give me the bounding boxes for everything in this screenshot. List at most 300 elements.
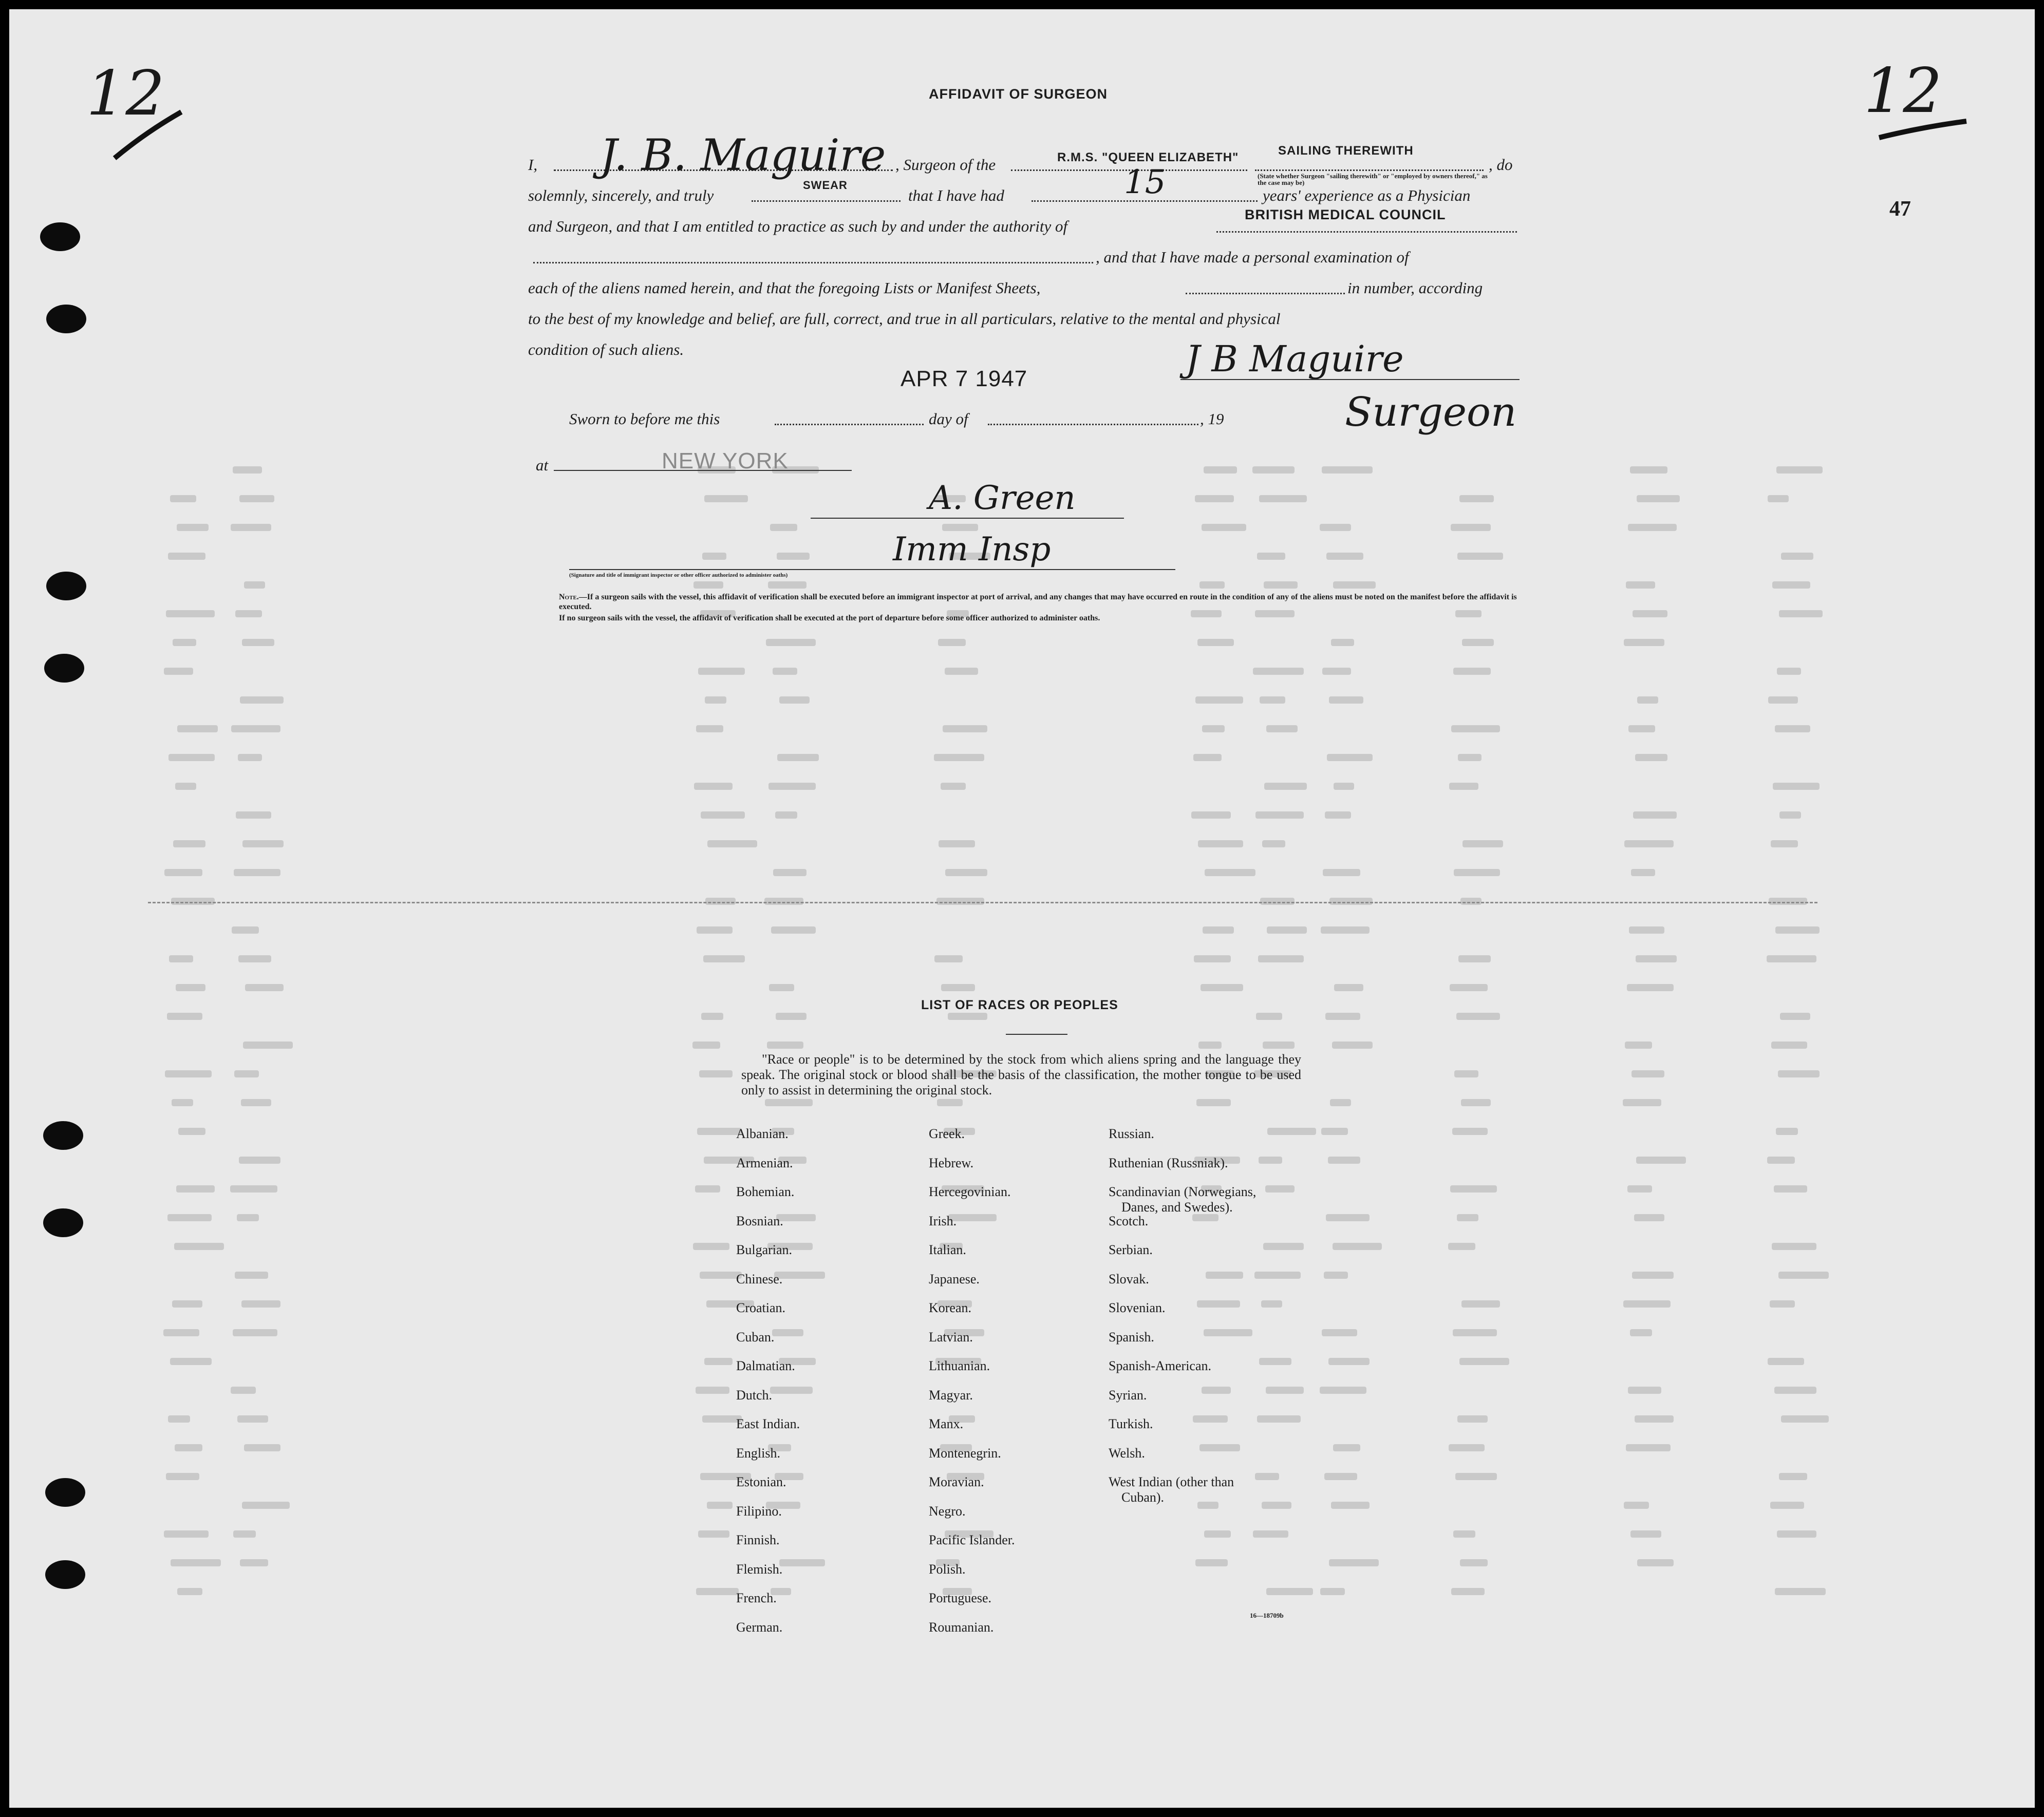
ghost-mark: [165, 1070, 212, 1077]
ghost-mark: [1626, 1444, 1671, 1451]
ghost-mark: [237, 1415, 268, 1423]
binder-hole: [43, 1208, 83, 1237]
ghost-mark: [697, 926, 733, 934]
binder-hole: [40, 222, 80, 251]
ghost-mark: [175, 1444, 202, 1451]
ghost-mark: [1327, 754, 1373, 761]
race-item: Italian.: [929, 1242, 966, 1257]
ghost-mark: [1197, 1300, 1240, 1308]
race-item: Ruthenian (Russniak).: [1109, 1155, 1228, 1170]
ghost-mark: [945, 668, 978, 675]
ghost-mark: [233, 1329, 277, 1336]
ghost-mark: [698, 668, 745, 675]
ghost-mark: [235, 1272, 268, 1279]
form-number: 16—18709b: [1250, 1612, 1284, 1619]
binder-hole: [45, 1478, 85, 1507]
ghost-mark: [1255, 811, 1304, 819]
ghost-mark: [1329, 696, 1363, 704]
ghost-mark: [1264, 581, 1298, 589]
ghost-mark: [1263, 1042, 1295, 1049]
handwritten-number-left: 12: [86, 58, 165, 129]
note-text-2: If no surgeon sails with the vessel, the affidavit of verification shall be executed at the port of departure before some officer authorized to administer oaths.: [559, 614, 1100, 622]
ghost-mark: [1775, 725, 1810, 732]
sworn-day-line: [775, 424, 924, 425]
sheet-count-line: [1186, 293, 1345, 294]
ghost-mark: [177, 1588, 202, 1595]
ghost-mark: [941, 984, 975, 991]
ghost-mark: [1333, 1243, 1382, 1250]
ghost-mark: [700, 1272, 742, 1279]
label-sworn: Sworn to before me this: [569, 410, 720, 428]
ghost-mark: [777, 553, 810, 560]
ghost-mark: [235, 610, 262, 617]
ghost-mark: [1325, 1013, 1360, 1020]
vessel-name-stamp: R.M.S. "QUEEN ELIZABETH": [1057, 150, 1239, 164]
ghost-mark: [1333, 1444, 1360, 1451]
binder-hole: [43, 1121, 83, 1150]
ghost-mark: [1204, 1530, 1231, 1538]
ghost-mark: [941, 783, 966, 790]
race-item: Armenian.: [736, 1155, 793, 1170]
handwritten-stroke: [1874, 117, 1972, 143]
race-item: Finnish.: [736, 1532, 780, 1547]
ghost-mark: [1630, 1329, 1652, 1336]
races-title-rule: [1006, 1034, 1067, 1035]
ghost-mark: [167, 1013, 202, 1020]
ghost-mark: [1461, 1099, 1491, 1106]
label-year: , 19: [1200, 410, 1224, 428]
ghost-mark: [172, 1300, 202, 1308]
ghost-mark: [1330, 1099, 1351, 1106]
ghost-mark: [1204, 1329, 1252, 1336]
binder-hole: [46, 572, 86, 600]
ghost-mark: [171, 898, 215, 905]
ghost-mark: [1320, 1588, 1345, 1595]
ghost-mark: [1627, 984, 1674, 991]
ghost-mark: [1199, 581, 1225, 589]
label-do: , do: [1489, 156, 1513, 174]
ghost-mark: [232, 926, 259, 934]
ghost-mark: [169, 955, 193, 962]
ghost-mark: [1450, 1185, 1497, 1193]
ghost-mark: [1768, 696, 1798, 704]
ghost-mark: [1624, 639, 1664, 646]
ghost-mark: [173, 840, 205, 847]
sailing-caption: (State whether Surgeon "sailing therewith" or "employed by owners thereof," as the case may be): [1258, 172, 1488, 186]
ghost-mark: [1254, 1272, 1301, 1279]
ghost-mark: [1457, 1415, 1488, 1423]
race-item: Negro.: [929, 1503, 966, 1519]
ghost-mark: [1253, 1530, 1288, 1538]
ghost-mark: [1334, 783, 1354, 790]
ghost-mark: [240, 1559, 268, 1566]
ghost-mark: [1768, 495, 1789, 502]
ghost-mark: [936, 898, 984, 905]
ghost-mark: [1451, 725, 1500, 732]
ghost-mark: [1326, 1214, 1370, 1221]
ghost-mark: [1266, 1387, 1304, 1394]
ghost-mark: [704, 495, 748, 502]
ghost-mark: [1197, 639, 1234, 646]
ghost-mark: [1779, 610, 1823, 617]
ghost-mark: [1624, 840, 1674, 847]
ghost-mark: [1461, 1300, 1500, 1308]
ghost-mark: [1323, 869, 1360, 876]
ghost-mark: [1624, 1502, 1649, 1509]
race-item: German.: [736, 1619, 783, 1635]
race-item: Turkish.: [1109, 1416, 1153, 1431]
ghost-mark: [1324, 1272, 1348, 1279]
sailing-status-stamp: SAILING THEREWITH: [1278, 144, 1414, 158]
ghost-mark: [1331, 639, 1354, 646]
ghost-mark: [1206, 1272, 1243, 1279]
ghost-mark: [693, 581, 723, 589]
ghost-mark: [1334, 984, 1363, 991]
label-years: years' experience as a Physician: [1263, 186, 1471, 204]
ghost-mark: [1628, 1387, 1661, 1394]
ghost-mark: [1265, 1185, 1295, 1193]
race-item: Greek.: [929, 1126, 965, 1141]
inspector-signature: A. Green: [929, 479, 1076, 517]
label-condition: condition of such aliens.: [528, 340, 684, 358]
ghost-mark: [707, 840, 757, 847]
ghost-mark: [767, 1042, 803, 1049]
ghost-mark: [1205, 869, 1255, 876]
ghost-mark: [1459, 1358, 1509, 1365]
ghost-mark: [240, 696, 284, 704]
ghost-mark: [1261, 1300, 1282, 1308]
ghost-mark: [1324, 1473, 1357, 1480]
ghost-mark: [1778, 1070, 1820, 1077]
ghost-mark: [704, 1358, 733, 1365]
ghost-mark: [177, 524, 209, 531]
races-title: LIST OF RACES OR PEOPLES: [921, 998, 1118, 1012]
ghost-mark: [1262, 840, 1285, 847]
ghost-mark: [173, 639, 196, 646]
ghost-mark: [1633, 811, 1677, 819]
ghost-mark: [696, 1588, 739, 1595]
ghost-mark: [938, 639, 966, 646]
ghost-mark: [1771, 1042, 1807, 1049]
ghost-mark: [239, 1157, 280, 1164]
ghost-mark: [1198, 1042, 1222, 1049]
ghost-mark: [1458, 754, 1482, 761]
ghost-mark: [771, 926, 816, 934]
ghost-mark: [1320, 1387, 1366, 1394]
ghost-mark: [1462, 840, 1503, 847]
ghost-mark: [1259, 1157, 1282, 1164]
page-number: 47: [1889, 197, 1911, 221]
label-surgeon-of: , Surgeon of the: [895, 156, 996, 174]
ghost-mark: [703, 955, 745, 962]
ghost-mark: [234, 869, 280, 876]
ghost-mark: [1194, 955, 1231, 962]
ghost-mark: [1195, 495, 1234, 502]
ghost-mark: [1772, 581, 1810, 589]
ghost-mark: [1777, 668, 1801, 675]
ghost-mark: [1199, 1444, 1240, 1451]
ghost-mark: [1770, 1502, 1804, 1509]
ghost-mark: [1196, 1099, 1231, 1106]
years-handwriting: 15: [1124, 163, 1166, 201]
ghost-mark: [1328, 1157, 1360, 1164]
ghost-mark: [1771, 840, 1798, 847]
race-item: Moravian.: [929, 1474, 984, 1489]
ghost-mark: [244, 581, 265, 589]
oath-line: [752, 200, 901, 202]
ghost-mark: [1325, 811, 1351, 819]
ghost-mark: [233, 1530, 256, 1538]
ghost-mark: [239, 495, 274, 502]
ghost-mark: [1333, 581, 1376, 589]
ghost-mark: [1623, 1099, 1661, 1106]
ghost-mark: [694, 783, 733, 790]
ghost-mark: [172, 1099, 193, 1106]
ghost-mark: [766, 639, 816, 646]
race-item: Montenegrin.: [929, 1445, 1001, 1461]
ghost-mark: [1322, 466, 1373, 474]
label-in-number: in number, according: [1347, 279, 1483, 297]
ghost-mark: [1266, 725, 1298, 732]
ghost-mark: [692, 1042, 720, 1049]
ghost-mark: [1322, 1329, 1357, 1336]
ghost-mark: [773, 668, 797, 675]
binder-hole: [44, 654, 84, 683]
ghost-mark: [1453, 1530, 1475, 1538]
label-at: at: [536, 456, 549, 474]
ghost-mark: [1331, 1502, 1370, 1509]
ghost-mark: [1202, 524, 1246, 531]
race-item: Chinese.: [736, 1271, 783, 1286]
ghost-mark: [1202, 1387, 1231, 1394]
ghost-mark: [1264, 783, 1307, 790]
ghost-mark: [1321, 926, 1370, 934]
ghost-mark: [776, 1013, 807, 1020]
ghost-mark: [770, 524, 797, 531]
ghost-mark: [768, 581, 807, 589]
ghost-mark: [174, 1243, 224, 1250]
race-item: Slovak.: [1109, 1271, 1149, 1286]
ghost-mark: [1769, 898, 1807, 905]
ghost-mark: [1774, 1387, 1816, 1394]
ghost-mark: [1459, 495, 1494, 502]
ghost-mark: [1773, 783, 1820, 790]
ghost-mark: [241, 1300, 280, 1308]
ghost-mark: [245, 984, 284, 991]
ghost-mark: [164, 668, 193, 675]
race-item: Estonian.: [736, 1474, 786, 1489]
ghost-mark: [1629, 926, 1664, 934]
race-item: Bohemian.: [736, 1184, 795, 1199]
race-item: Magyar.: [929, 1387, 973, 1403]
race-item: Spanish-American.: [1109, 1358, 1212, 1373]
ghost-mark: [242, 840, 284, 847]
ghost-mark: [1259, 1358, 1291, 1365]
ghost-mark: [1775, 1588, 1826, 1595]
ghost-mark: [1204, 466, 1237, 474]
ghost-mark: [707, 1502, 733, 1509]
ghost-mark: [1772, 1243, 1816, 1250]
race-item: Polish.: [929, 1561, 966, 1577]
ghost-mark: [164, 1530, 209, 1538]
ghost-mark: [1778, 1272, 1829, 1279]
ghost-mark: [1628, 725, 1655, 732]
ghost-mark: [1635, 1415, 1674, 1423]
ghost-mark: [168, 1415, 190, 1423]
ghost-mark: [242, 639, 274, 646]
ghost-mark: [1453, 1329, 1497, 1336]
race-item: Albanian.: [736, 1126, 789, 1141]
ghost-mark: [1458, 955, 1491, 962]
ghost-mark: [1460, 1559, 1488, 1566]
ghost-mark: [1263, 1243, 1304, 1250]
ghost-mark: [705, 696, 726, 704]
ghost-mark: [176, 984, 205, 991]
ghost-mark: [1460, 898, 1482, 905]
race-item: Manx.: [929, 1416, 964, 1431]
race-item: Syrian.: [1109, 1387, 1147, 1403]
race-item: Filipino.: [736, 1503, 782, 1519]
race-item: Bosnian.: [736, 1213, 783, 1228]
race-item: Welsh.: [1109, 1445, 1145, 1461]
ghost-mark: [768, 783, 816, 790]
ghost-mark: [1260, 696, 1285, 704]
ghost-mark: [1255, 1473, 1279, 1480]
signature-title-handwriting: Surgeon: [1345, 389, 1517, 436]
ghost-mark: [764, 898, 803, 905]
race-item: Cuban.: [736, 1329, 775, 1345]
ghost-mark: [1329, 1559, 1379, 1566]
ghost-mark: [167, 1214, 212, 1221]
race-item: French.: [736, 1591, 777, 1605]
ghost-mark: [701, 811, 745, 819]
ghost-mark: [777, 754, 819, 761]
binder-hole: [45, 1560, 85, 1589]
ghost-mark: [693, 1243, 729, 1250]
ghost-mark: [1197, 1502, 1218, 1509]
ghost-mark: [163, 1329, 199, 1336]
race-item: Serbian.: [1109, 1242, 1153, 1257]
label-day-of: day of: [929, 410, 968, 428]
race-item: Russian.: [1109, 1126, 1154, 1141]
ghost-mark: [1625, 1042, 1652, 1049]
place-stamp: NEW YORK: [662, 448, 789, 474]
signature-line: [1180, 379, 1520, 380]
ghost-mark: [1630, 466, 1667, 474]
ghost-mark: [1454, 869, 1500, 876]
ghost-mark: [1776, 1128, 1798, 1135]
race-item: Pacific Islander.: [929, 1532, 1015, 1547]
ghost-mark: [177, 725, 218, 732]
ghost-mark: [237, 1214, 259, 1221]
ghost-mark: [1780, 1013, 1810, 1020]
race-item: English.: [736, 1445, 780, 1461]
race-item: Korean.: [929, 1300, 972, 1315]
ghost-mark: [948, 1013, 987, 1020]
ghost-rule: [148, 902, 1817, 903]
ghost-mark: [1637, 696, 1658, 704]
ghost-mark: [1322, 668, 1351, 675]
sailing-line: [1255, 169, 1484, 171]
ghost-mark: [1631, 869, 1655, 876]
document-sheet: [9, 9, 2035, 1808]
label-and-surgeon: and Surgeon, and that I am entitled to practice as such by and under the authority of: [528, 217, 1068, 235]
ghost-mark: [1635, 754, 1667, 761]
ghost-mark: [1260, 898, 1295, 905]
ghost-mark: [779, 696, 810, 704]
ghost-mark: [1252, 466, 1295, 474]
ghost-mark: [1195, 1559, 1228, 1566]
ghost-mark: [1457, 1214, 1478, 1221]
ghost-mark: [1451, 1588, 1485, 1595]
ghost-mark: [1451, 524, 1491, 531]
ghost-mark: [695, 1185, 720, 1193]
ghost-mark: [942, 524, 978, 531]
ghost-mark: [1628, 524, 1677, 531]
ghost-mark: [1201, 984, 1243, 991]
ghost-mark: [242, 1502, 290, 1509]
label-i: I,: [528, 156, 538, 174]
note-label: Note.: [559, 593, 579, 601]
ghost-mark: [1779, 1473, 1807, 1480]
inspector-caption: (Signature and title of immigrant inspector or other officer authorized to administer oaths): [569, 572, 788, 578]
authority-line: [1216, 231, 1517, 233]
ghost-mark: [698, 1530, 729, 1538]
race-item: Danes, and Swedes).: [1121, 1200, 1233, 1215]
ghost-mark: [1636, 955, 1677, 962]
race-item: Cuban).: [1121, 1490, 1165, 1505]
race-item: Japanese.: [929, 1271, 980, 1286]
ghost-mark: [1768, 1358, 1804, 1365]
ghost-mark: [1256, 1013, 1282, 1020]
ghost-mark: [170, 1358, 212, 1365]
ghost-mark: [1454, 1070, 1478, 1077]
ghost-mark: [231, 725, 280, 732]
ghost-mark: [1452, 1128, 1488, 1135]
label-that-i-have-had: that I have had: [908, 186, 1004, 204]
ghost-mark: [236, 811, 271, 819]
ghost-mark: [1321, 1128, 1348, 1135]
ghost-mark: [1450, 984, 1488, 991]
label-best-knowledge: to the best of my knowledge and belief, are full, correct, and true in all particulars, relative to the mental and physical: [528, 310, 1281, 328]
handwritten-number-right: 12: [1864, 55, 1942, 127]
ghost-mark: [1328, 1358, 1370, 1365]
ghost-mark: [233, 466, 262, 474]
ghost-mark: [1770, 1300, 1795, 1308]
ghost-mark: [1632, 1070, 1664, 1077]
ghost-mark: [701, 1013, 723, 1020]
ghost-mark: [1455, 1473, 1497, 1480]
ghost-mark: [699, 1070, 733, 1077]
ghost-mark: [1775, 926, 1820, 934]
ghost-mark: [1259, 495, 1307, 502]
ghost-mark: [1633, 610, 1667, 617]
ghost-mark: [937, 1099, 963, 1106]
handwritten-stroke: [109, 107, 186, 163]
ghost-mark: [1203, 926, 1234, 934]
ghost-mark: [171, 1559, 221, 1566]
ghost-mark: [1774, 1185, 1807, 1193]
ghost-mark: [770, 1387, 813, 1394]
ghost-mark: [1258, 955, 1304, 962]
race-item: Latvian.: [929, 1329, 973, 1345]
ghost-mark: [1192, 1214, 1218, 1221]
ghost-mark: [1623, 1300, 1671, 1308]
race-item: Hebrew.: [929, 1155, 974, 1170]
ghost-mark: [168, 754, 215, 761]
ghost-mark: [702, 553, 726, 560]
sworn-month-line: [988, 424, 1198, 425]
